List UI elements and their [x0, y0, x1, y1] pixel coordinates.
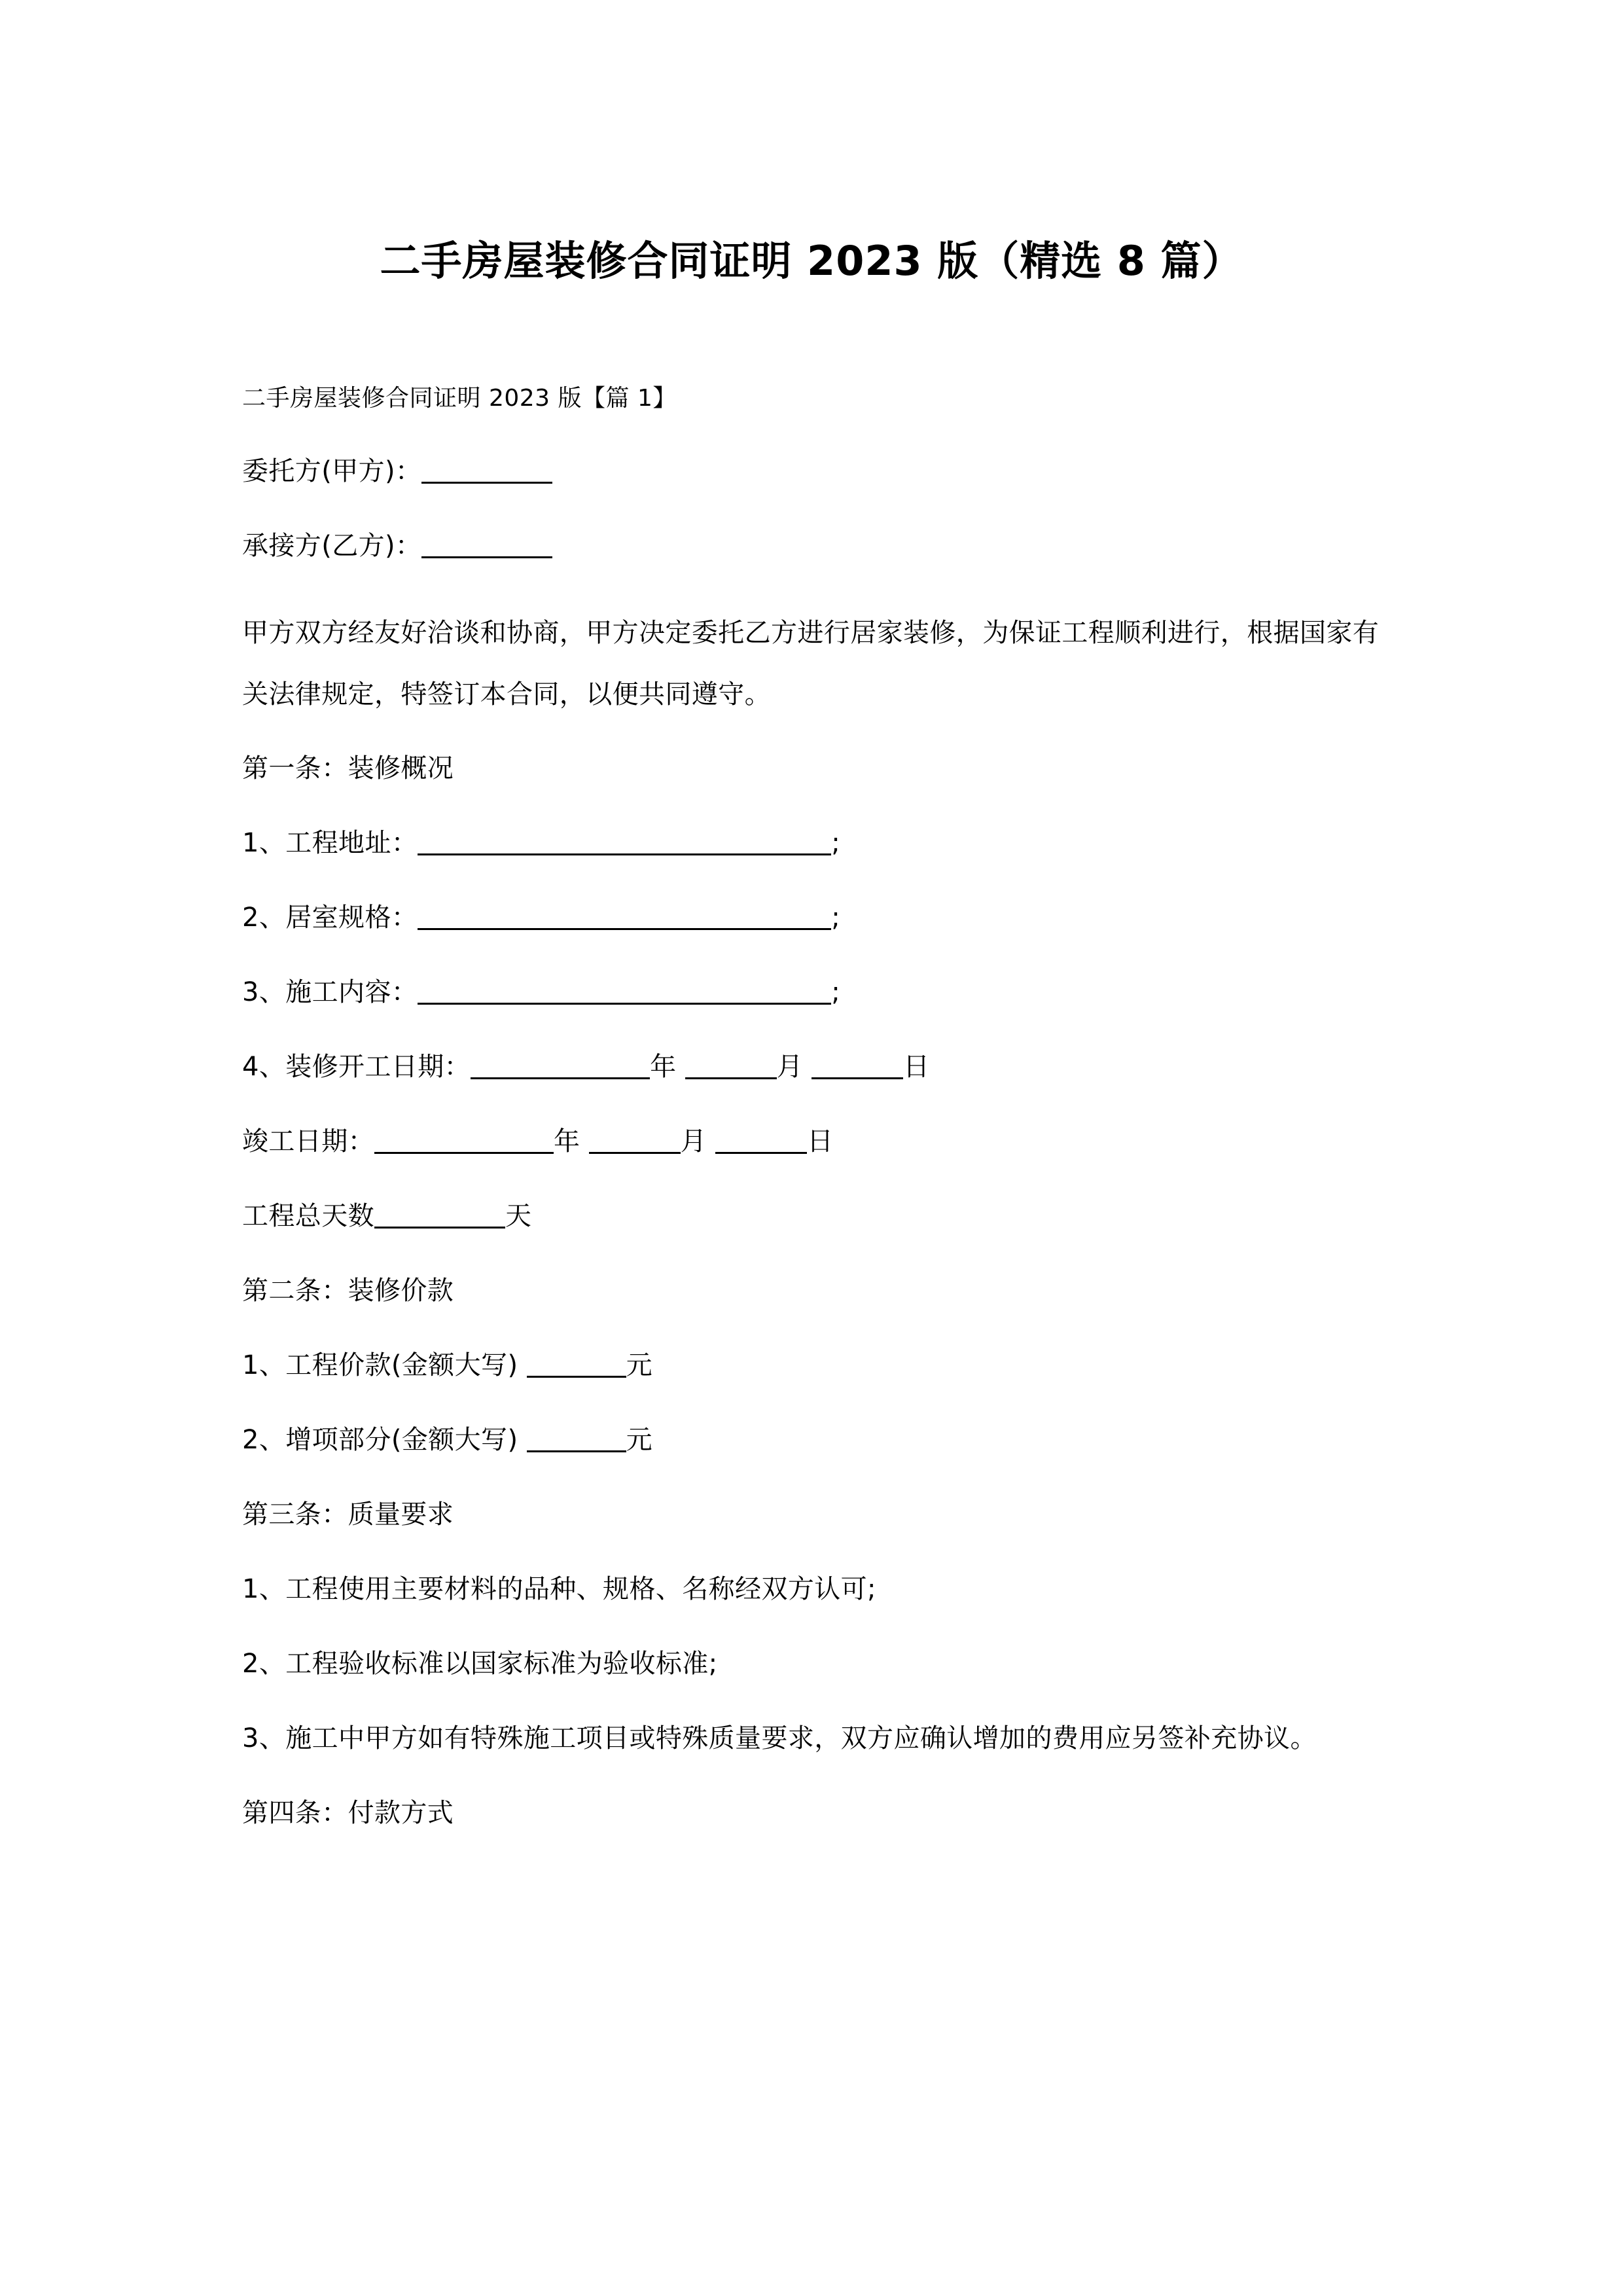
- start-date-month-unit: 月: [776, 1051, 803, 1082]
- section-2-item-2: [242, 1422, 1394, 1458]
- section-1-item-1-blank[interactable]: [418, 834, 831, 855]
- section-1-item-2-label: 2、居室规格：: [242, 902, 418, 933]
- end-date-label: 竣工日期：: [242, 1126, 374, 1157]
- section-2-item-1: [242, 1347, 1394, 1384]
- section-2-item-1-blank[interactable]: [527, 1356, 626, 1378]
- preamble-paragraph: 甲方双方经友好洽谈和协商，甲方决定委托乙方进行居家装修，为保证工程顺利进行，根据国家有关法律规定，特签订本合同，以便共同遵守。: [242, 617, 1380, 709]
- section-heading-1: 第一条：装修概况: [242, 753, 454, 783]
- end-date-year-blank[interactable]: [374, 1132, 554, 1154]
- start-date-line: [242, 1049, 1394, 1085]
- start-date-day-blank[interactable]: [812, 1058, 903, 1079]
- section-heading-4: 第四条：付款方式: [242, 1797, 454, 1828]
- section-1-item-2: [242, 899, 1394, 936]
- document-body: [242, 383, 1394, 1869]
- start-date-day-unit: 日: [903, 1051, 930, 1082]
- section-2-item-1-unit: 元: [626, 1350, 652, 1380]
- section-2-item-1-label: 1、工程价款(金额大写): [242, 1350, 518, 1380]
- document-subtitle: 二手房屋装修合同证明 2023 版【篇 1】: [242, 385, 677, 412]
- end-date-year-unit: 年: [554, 1126, 580, 1157]
- end-date-month-unit: 月: [680, 1126, 707, 1157]
- section-2-item-2-blank[interactable]: [527, 1431, 626, 1452]
- party-b-line: [242, 528, 1394, 564]
- party-b-label: 承接方(乙方)：: [242, 530, 422, 561]
- section-1-item-3: [242, 974, 1394, 1011]
- end-date-day-unit: 日: [807, 1126, 834, 1157]
- total-days-label: 工程总天数: [242, 1200, 374, 1231]
- start-date-year-blank[interactable]: [471, 1058, 650, 1079]
- end-date-month-blank[interactable]: [589, 1132, 681, 1154]
- section-heading-2: 第二条：装修价款: [242, 1275, 454, 1306]
- end-date-line: [242, 1123, 1394, 1160]
- total-days-blank[interactable]: [374, 1207, 505, 1229]
- section-1-item-3-suffix: ;: [831, 977, 841, 1007]
- section-1-item-1-suffix: ;: [831, 827, 841, 858]
- section-2-item-2-label: 2、增项部分(金额大写): [242, 1424, 518, 1455]
- party-b-blank[interactable]: [421, 537, 552, 558]
- section-3-item-2: 2、工程验收标准以国家标准为验收标准;: [242, 1648, 718, 1679]
- section-3-item-3: 3、施工中甲方如有特殊施工项目或特殊质量要求，双方应确认增加的费用应另签补充协议。: [242, 1723, 1317, 1753]
- section-3-item-1: 1、工程使用主要材料的品种、规格、名称经双方认可;: [242, 1573, 876, 1604]
- section-heading-3: 第三条：质量要求: [242, 1499, 454, 1530]
- section-1-item-2-suffix: ;: [831, 902, 841, 933]
- section-2-item-2-unit: 元: [626, 1424, 652, 1455]
- start-date-year-unit: 年: [650, 1051, 677, 1082]
- section-1-item-1-label: 1、工程地址：: [242, 827, 418, 858]
- section-1-item-3-label: 3、施工内容：: [242, 977, 418, 1007]
- start-date-month-blank[interactable]: [685, 1058, 777, 1079]
- party-a-label: 委托方(甲方)：: [242, 456, 422, 486]
- party-a-blank[interactable]: [421, 462, 552, 484]
- page-title: 二手房屋装修合同证明 2023 版（精选 8 篇）: [380, 236, 1243, 285]
- section-1-item-1: [242, 825, 1394, 861]
- total-days-line: [242, 1198, 1394, 1234]
- total-days-unit: 天: [505, 1200, 532, 1231]
- section-1-item-3-blank[interactable]: [418, 983, 831, 1005]
- section-1-item-2-blank[interactable]: [418, 908, 831, 930]
- start-date-label: 4、装修开工日期：: [242, 1051, 471, 1082]
- party-a-line: [242, 453, 1394, 490]
- end-date-day-blank[interactable]: [715, 1132, 807, 1154]
